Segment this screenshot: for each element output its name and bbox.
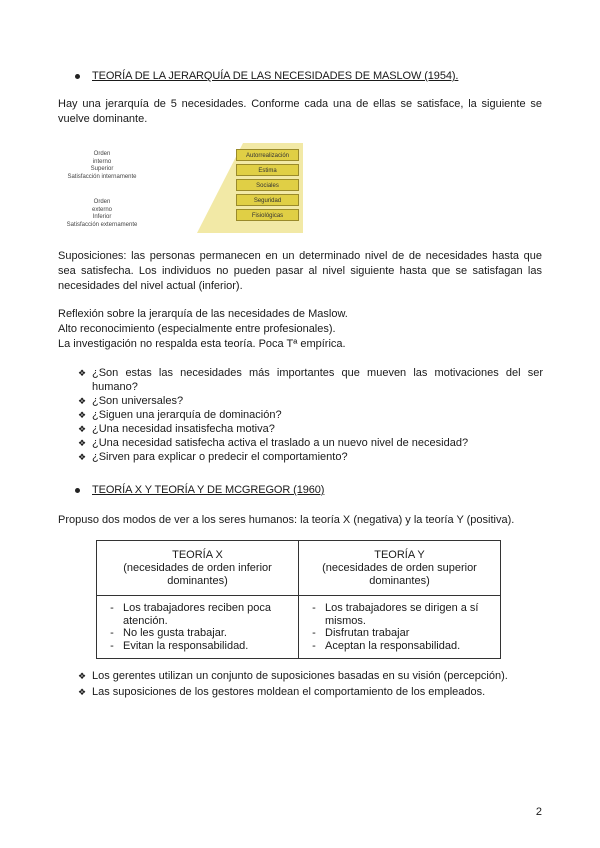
dash-bullet: - xyxy=(110,602,114,614)
reflection-line: Alto reconocimiento (especialmente entre profesionales). xyxy=(58,323,336,335)
list-item xyxy=(101,627,292,640)
diagram-label: interno xyxy=(92,158,112,165)
pyramid-level: Autorrealización xyxy=(236,149,299,161)
list-item xyxy=(101,640,292,653)
pyramid-level: Seguridad xyxy=(236,194,299,206)
list-item xyxy=(78,450,543,464)
section-heading-maslow xyxy=(75,70,458,82)
maslow-suppositions: Suposiciones: las personas permanecen en un determinado nivel de de necesidades hasta que sea satisfecha. Los individuos no pueden pasar al nivel siguiente hasta que se satisfagan las necesidades del nivel actual (inferior). xyxy=(58,250,542,292)
table-row xyxy=(97,541,501,596)
list-item xyxy=(78,436,543,450)
list-item-text: ¿Son estas las necesidades más importantes que mueven las motivaciones del ser humano? xyxy=(92,367,543,393)
bullet-dot-icon xyxy=(75,74,80,79)
diagram-label: Satisfacción internamente xyxy=(67,173,137,180)
list-item xyxy=(78,422,543,436)
diagram-label: Orden xyxy=(93,199,111,205)
page-number: 2 xyxy=(535,806,542,818)
list-item-text: Aceptan la responsabilidad. xyxy=(325,639,461,652)
reflection-line: La investigación no respalda esta teoría. Poca Tª empírica. xyxy=(58,338,346,350)
list-item xyxy=(101,602,292,627)
list-item-text: ¿Son universales? xyxy=(92,395,184,407)
diamond-bullet-icon: ❖ xyxy=(78,687,87,697)
heading-text: TEORÍA X Y TEORÍA Y DE MCGREGOR (1960) xyxy=(92,484,325,496)
list-item-text: Los gerentes utilizan un conjunto de suposiciones basadas en su visión (percepción). xyxy=(92,670,508,682)
pyramid-level: Estima xyxy=(236,164,299,176)
mcgregor-intro: Propuso dos modos de ver a los seres humanos: la teoría X (negativa) y la teoría Y (positiva). xyxy=(58,514,515,526)
diamond-bullet-icon: ❖ xyxy=(78,438,87,448)
heading-text: TEORÍA DE LA JERARQUÍA DE LAS NECESIDADES DE MASLOW (1954). xyxy=(92,70,459,82)
theory-xy-table xyxy=(96,540,501,659)
list-item xyxy=(303,627,494,640)
list-item-text: ¿Una necesidad insatisfecha motiva? xyxy=(92,423,275,435)
diagram-label: Inferior xyxy=(92,214,112,220)
diagram-label: Superior xyxy=(90,166,114,172)
list-item xyxy=(78,684,543,700)
list-item-text: Los trabajadores se dirigen a sí mismos. xyxy=(325,602,479,627)
maslow-intro: Hay una jerarquía de 5 necesidades. Conforme cada una de ellas se satisface, la siguiente se vuelve dominante. xyxy=(58,98,542,125)
diamond-bullet-icon: ❖ xyxy=(78,671,87,681)
diagram-label: Orden xyxy=(93,151,111,157)
list-item xyxy=(78,668,543,684)
diamond-bullet-icon: ❖ xyxy=(78,452,87,462)
dash-bullet: - xyxy=(110,627,114,639)
dash-bullet: - xyxy=(312,639,316,652)
diamond-bullet-icon: ❖ xyxy=(78,424,87,434)
table-cell-y xyxy=(299,596,501,659)
diagram-label: externo xyxy=(91,206,112,213)
list-item xyxy=(78,408,543,422)
pyramid-level: Sociales xyxy=(236,179,299,191)
maslow-reflection xyxy=(58,307,542,352)
list-item-text: No les gusta trabajar. xyxy=(123,627,227,639)
table-header-y xyxy=(299,541,501,596)
diamond-bullet-icon: ❖ xyxy=(78,368,87,378)
table-row xyxy=(97,596,501,659)
table-header-subtitle: (necesidades de orden superior dominantes) xyxy=(322,562,477,587)
section-heading-mcgregor xyxy=(75,484,324,496)
table-header-subtitle: (necesidades de orden inferior dominantes) xyxy=(123,562,272,587)
diamond-bullet-icon: ❖ xyxy=(78,410,87,420)
pyramid-level: Fisiológicas xyxy=(236,209,299,221)
diagram-label-upper xyxy=(62,151,142,181)
list-item-text: Las suposiciones de los gestores moldean el comportamiento de los empleados. xyxy=(92,686,486,698)
table-header-title: TEORÍA Y xyxy=(374,549,425,561)
maslow-questions-list xyxy=(78,366,543,464)
list-item-text: Los trabajadores reciben poca atención. xyxy=(123,602,271,627)
list-item xyxy=(78,394,543,408)
dash-bullet: - xyxy=(110,639,114,652)
table-header-x xyxy=(97,541,299,596)
bullet-dot-icon xyxy=(75,488,80,493)
diagram-label: Satisfacción externamente xyxy=(66,221,138,228)
list-item-text: ¿Una necesidad satisfecha activa el traslado a un nuevo nivel de necesidad? xyxy=(92,437,469,449)
list-item-text: Disfrutan trabajar xyxy=(325,627,410,639)
list-item-text: ¿Siguen una jerarquía de dominación? xyxy=(92,409,282,421)
list-item xyxy=(303,602,494,627)
diagram-label-lower xyxy=(62,199,142,229)
list-item xyxy=(78,366,543,394)
table-cell-x xyxy=(97,596,299,659)
reflection-line: Reflexión sobre la jerarquía de las necesidades de Maslow. xyxy=(58,308,348,320)
list-item xyxy=(303,640,494,653)
dash-bullet: - xyxy=(312,602,316,614)
list-item-text: Evitan la responsabilidad. xyxy=(123,639,249,652)
mcgregor-bullets-list xyxy=(78,668,543,700)
list-item-text: ¿Sirven para explicar o predecir el comportamiento? xyxy=(92,451,348,463)
diamond-bullet-icon: ❖ xyxy=(78,396,87,406)
table-header-title: TEORÍA X xyxy=(172,549,223,561)
dash-bullet: - xyxy=(312,627,316,639)
